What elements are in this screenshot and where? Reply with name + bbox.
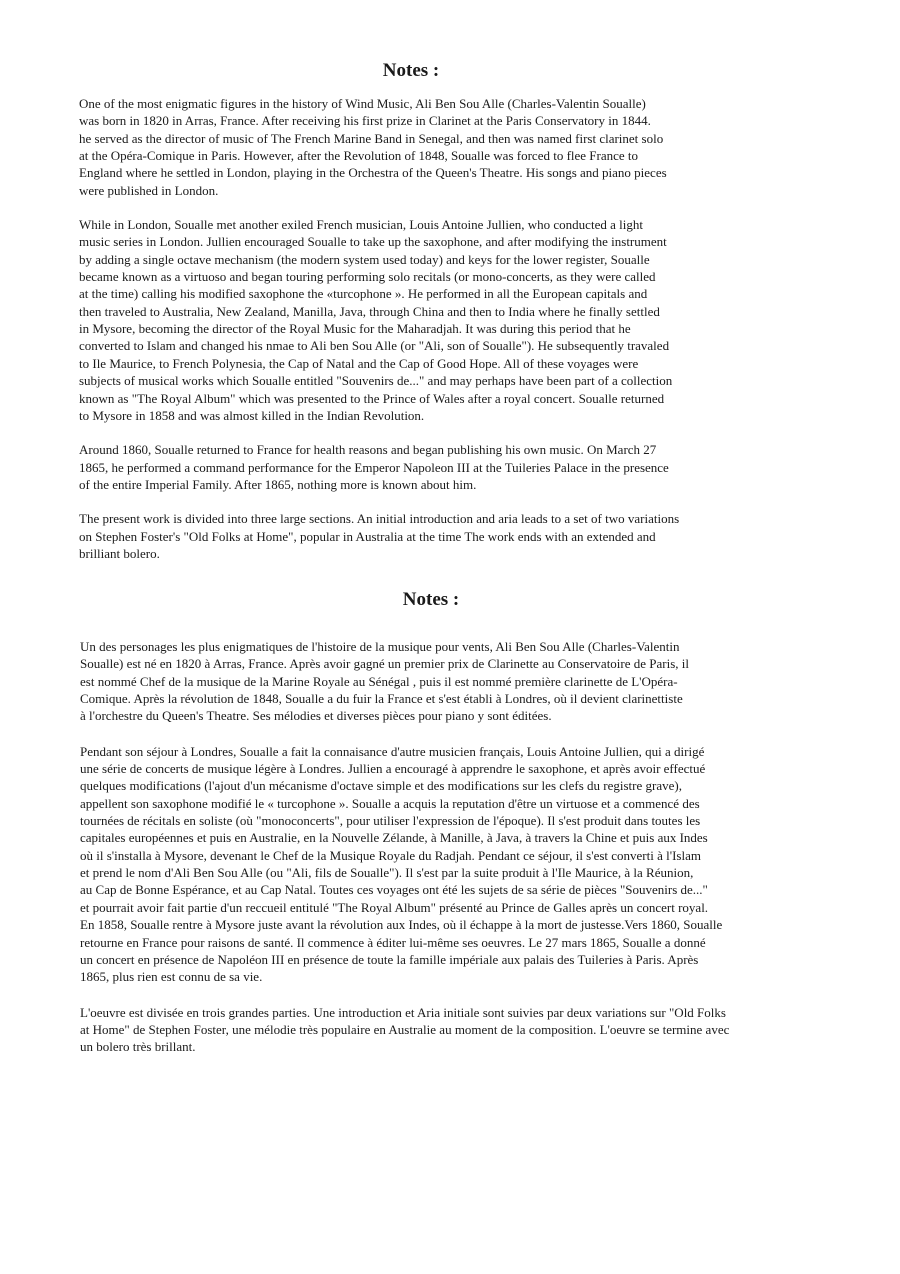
text-line: on Stephen Foster's "Old Folks at Home", popular in Australia at the time The work ends with an extended and [79,528,656,544]
paragraph-work-structure [79,510,779,562]
text-line: at the Opéra-Comique in Paris. However, after the Revolution of 1848, Soualle was forced to flee France to [79,148,639,164]
paragraph-spacer [79,424,779,441]
text-line: England where he settled in London, playing in the Orchestra of the Queen's Theatre. His songs and piano pieces [79,165,667,181]
text-line: he served as the director of music of The French Marine Band in Senegal, and then was named first clarinet solo [79,130,664,146]
text-line: at the time) calling his modified saxophone the «turcophone ». He performed in all the European capitals and [79,286,648,302]
text-line: au Cap de Bonne Espérance, et au Cap Natal. Toutes ces voyages ont été les sujets de sa série de pièces "Souvenirs de..." [80,882,708,898]
text-line: were published in London. [79,182,219,198]
paragraph-biographie-intro [80,638,848,725]
paragraph-structure-oeuvre [80,1004,848,1056]
paragraph-spacer [80,725,848,743]
text-line: subjects of musical works which Soualle entitled "Souvenirs de..." and may perhaps have been part of a collection [79,373,673,389]
text-line: to Ile Maurice, to French Polynesia, the Cap of Natal and the Cap of Good Hope. All of these voyages were [79,355,639,371]
text-line: One of the most enigmatic figures in the history of Wind Music, Ali Ben Sou Alle (Charles-Valentin Soualle) [79,96,646,111]
text-line: Comique. Après la révolution de 1848, Soualle a du fuir la France et s'est établi à Londres, où il devient clarinettiste [80,691,683,707]
paragraph-biography-intro [79,95,779,199]
text-line: tournées de récitals en soliste (où "monoconcerts", pour utiliser l'expression de l'époque). Il s'est produit dans toutes les [80,813,701,829]
paragraph-return-to-france [79,441,779,493]
text-line: brilliant bolero. [79,545,160,561]
notes-heading-french: Notes : [402,589,460,610]
text-line: became known as a virtuoso and began touring performing solo recitals (or mono-concerts, as they were called [79,269,656,285]
text-line: 1865, plus rien est connu de sa vie. [80,969,263,985]
text-line: où il s'installa à Mysore, devenant le Chef de la Musique Royale du Radjah. Pendant ce séjour, il s'est converti à l'Islam [80,847,701,863]
text-line: L'oeuvre est divisée en trois grandes parties. Une introduction et Aria initiale sont suivies par deux variations sur "Old Folks [80,1004,726,1020]
text-line: to Mysore in 1858 and was almost killed in the Indian Revolution. [79,407,425,423]
text-line: et pourrait avoir fait partie d'un reccueil entitulé "The Royal Album" présenté au Prince de Galles après un concert royal. [80,899,709,915]
text-line: est nommé Chef de la musique de la Marine Royale au Sénégal , puis il est nommé première clarinette de L'Opéra- [80,673,678,689]
text-line: was born in 1820 in Arras, France. After receiving his first prize in Clarinet at the Paris Conservatory in 1844. [79,113,651,129]
text-line: Pendant son séjour à Londres, Soualle a fait la connaisance d'autre musicien français, Louis Antoine Jullien, qui a dirigé [80,743,705,759]
text-line: capitales européennes et puis en Australie, en la Nouvelle Zélande, à Manille, à Java, à travers la Chine et puis aux Indes [80,830,708,846]
notes-heading-english: Notes : [382,60,440,81]
paragraph-spacer [79,493,779,510]
text-line: Soualle) est né en 1820 à Arras, France. Après avoir gagné un premier prix de Clarinette au Conservatoire de Paris, il [80,656,690,672]
text-line: et prend le nom d'Ali Ben Sou Alle (ou "Ali, fils de Soualle"). Il s'est par la suite produit à l'Ile Maurice, à la Réunion, [80,865,694,881]
text-line: appellent son saxophone modifié le « turcophone ». Soualle a acquis la reputation d'être un virtuose et a commencé des [80,795,700,811]
text-line: retourne en France pour raisons de santé. Il commence à éditer lui-même ses oeuvres. Le 27 mars 1865, Soualle a donné [80,934,706,950]
text-line: Un des personages les plus enigmatiques de l'histoire de la musique pour vents, Ali Ben Sou Alle (Charles-Valentin [80,639,680,654]
text-line: 1865, he performed a command performance for the Emperor Napoleon III at the Tuileries Palace in the presence [79,459,669,475]
text-line: known as "The Royal Album" which was presented to the Prince of Wales after a royal concert. Soualle returned [79,390,665,406]
text-line: by adding a single octave mechanism (the modern system used today) and keys for the lower register, Soualle [79,251,650,267]
paragraph-sejour-londres [80,743,848,986]
text-line: un concert en présence de Napoléon III en présence de toute la famille impériale aux palais des Tuileries à Paris. Après [80,951,699,967]
text-line: à l'orchestre du Queen's Theatre. Ses mélodies et diverses pièces pour piano y sont éditées. [80,708,552,724]
text-line: un bolero très brillant. [80,1039,196,1055]
text-line: in Mysore, becoming the director of the Royal Music for the Maharadjah. It was during this period that he [79,321,631,337]
text-line: of the entire Imperial Family. After 1865, nothing more is known about him. [79,476,477,492]
paragraph-london-years [79,216,779,424]
paragraph-spacer [79,199,779,216]
text-line: at Home" de Stephen Foster, une mélodie très populaire en Australie au moment de la composition. L'oeuvre se termine avec [80,1021,730,1037]
text-line: music series in London. Jullien encouraged Soualle to take up the saxophone, and after modifying the instrument [79,234,667,250]
text-line: While in London, Soualle met another exiled French musician, Louis Antoine Jullien, who conducted a light [79,217,643,233]
notes-section-french [80,638,848,1056]
paragraph-spacer [80,986,848,1004]
notes-section-english [79,95,779,562]
text-line: then traveled to Australia, New Zealand, Manilla, Java, through China and then to India where he finally settled [79,303,660,319]
text-line: une série de concerts de musique légère à Londres. Jullien a encouragé à apprendre le saxophone, et après avoir effectué [80,761,706,777]
text-line: The present work is divided into three large sections. An initial introduction and aria leads to a set of two variations [79,511,680,527]
text-line: quelques modifications (l'ajout d'un mécanisme d'octave simple et des modifications sur les clefs du registre grave), [80,778,682,794]
text-line: converted to Islam and changed his nmae to Ali ben Sou Alle (or "Ali, son of Soualle"). He subsequently travaled [79,338,670,354]
text-line: En 1858, Soualle rentre à Mysore juste avant la révolution aux Indes, où il échappe à la mort de justesse.Vers 1860, Soualle [80,917,723,933]
text-line: Around 1860, Soualle returned to France for health reasons and began publishing his own music. On March 27 [79,442,657,458]
